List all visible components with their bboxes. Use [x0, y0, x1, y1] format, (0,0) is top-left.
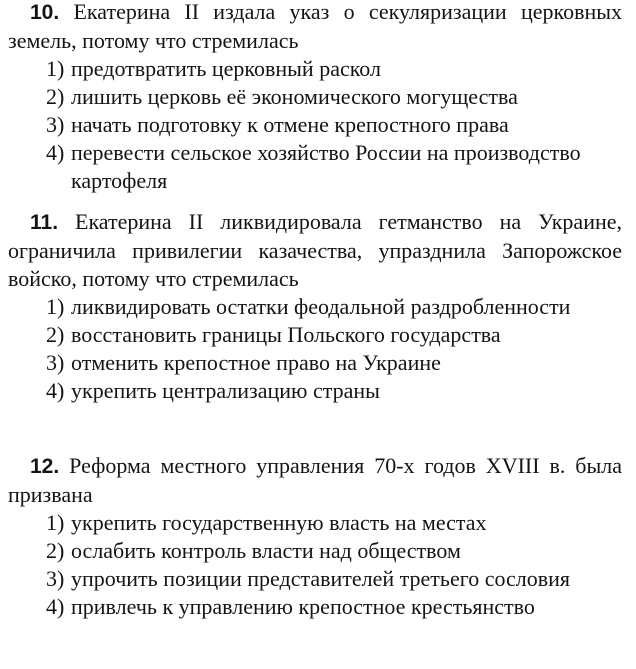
answer-option[interactable]: [8, 55, 622, 83]
answer-option[interactable]: [8, 293, 622, 321]
question-stem: [8, 452, 622, 509]
question-text: Екатерина II издала указ о секуляризации церковных земель, потому что стремилась: [8, 0, 623, 53]
question-stem: [8, 0, 622, 55]
answer-option[interactable]: [8, 139, 622, 195]
option-text: восстановить границы Польского государства: [71, 322, 501, 347]
answer-option[interactable]: [8, 321, 622, 349]
question-text: Екатерина II ликвидировала гетманство на Украине, ограничила привилегии казачества, упразднила Запорожское войско, потому что стремилась: [8, 209, 623, 291]
option-number: 4): [46, 378, 65, 403]
answer-option[interactable]: [8, 565, 622, 593]
question-text: Реформа местного управления 70-х годов XVIII в. была призвана: [8, 453, 623, 507]
answer-option[interactable]: [8, 377, 622, 405]
answer-option[interactable]: [8, 509, 622, 537]
option-number: 1): [46, 56, 65, 81]
option-text: ослабить контроль власти над обществом: [71, 538, 461, 563]
option-number: 4): [46, 140, 65, 165]
option-number: 3): [46, 566, 65, 591]
answer-option[interactable]: [8, 537, 622, 565]
answer-options: [8, 55, 622, 195]
option-number: 1): [46, 510, 65, 535]
question-stem: [8, 208, 622, 293]
option-text: отменить крепостное право на Украине: [71, 350, 441, 375]
answer-options: [8, 509, 622, 621]
option-text: перевести сельское хозяйство России на производство картофеля: [71, 140, 581, 193]
question-number: 12.: [30, 455, 60, 478]
answer-option[interactable]: [8, 593, 622, 621]
answer-option[interactable]: [8, 111, 622, 139]
option-text: укрепить государственную власть на местах: [71, 510, 487, 535]
option-number: 3): [46, 350, 65, 375]
option-number: 2): [46, 84, 65, 109]
option-text: начать подготовку к отмене крепостного права: [71, 112, 509, 137]
option-text: привлечь к управлению крепостное крестьянство: [71, 594, 535, 619]
option-number: 2): [46, 538, 65, 563]
question-10: [8, 0, 622, 195]
option-text: ликвидировать остатки феодальной раздробленности: [71, 294, 571, 319]
option-number: 3): [46, 112, 65, 137]
answer-options: [8, 293, 622, 405]
answer-option[interactable]: [8, 83, 622, 111]
option-number: 4): [46, 594, 65, 619]
question-12: [8, 452, 622, 621]
option-text: лишить церковь её экономического могущества: [71, 84, 518, 109]
option-text: упрочить позиции представителей третьего сословия: [71, 566, 571, 591]
question-number: 10.: [30, 1, 60, 24]
answer-option[interactable]: [8, 349, 622, 377]
option-number: 2): [46, 322, 65, 347]
option-number: 1): [46, 294, 65, 319]
question-number: 11.: [30, 211, 59, 234]
option-text: предотвратить церковный раскол: [71, 56, 381, 81]
question-11: [8, 208, 622, 405]
option-text: укрепить централизацию страны: [71, 378, 380, 403]
